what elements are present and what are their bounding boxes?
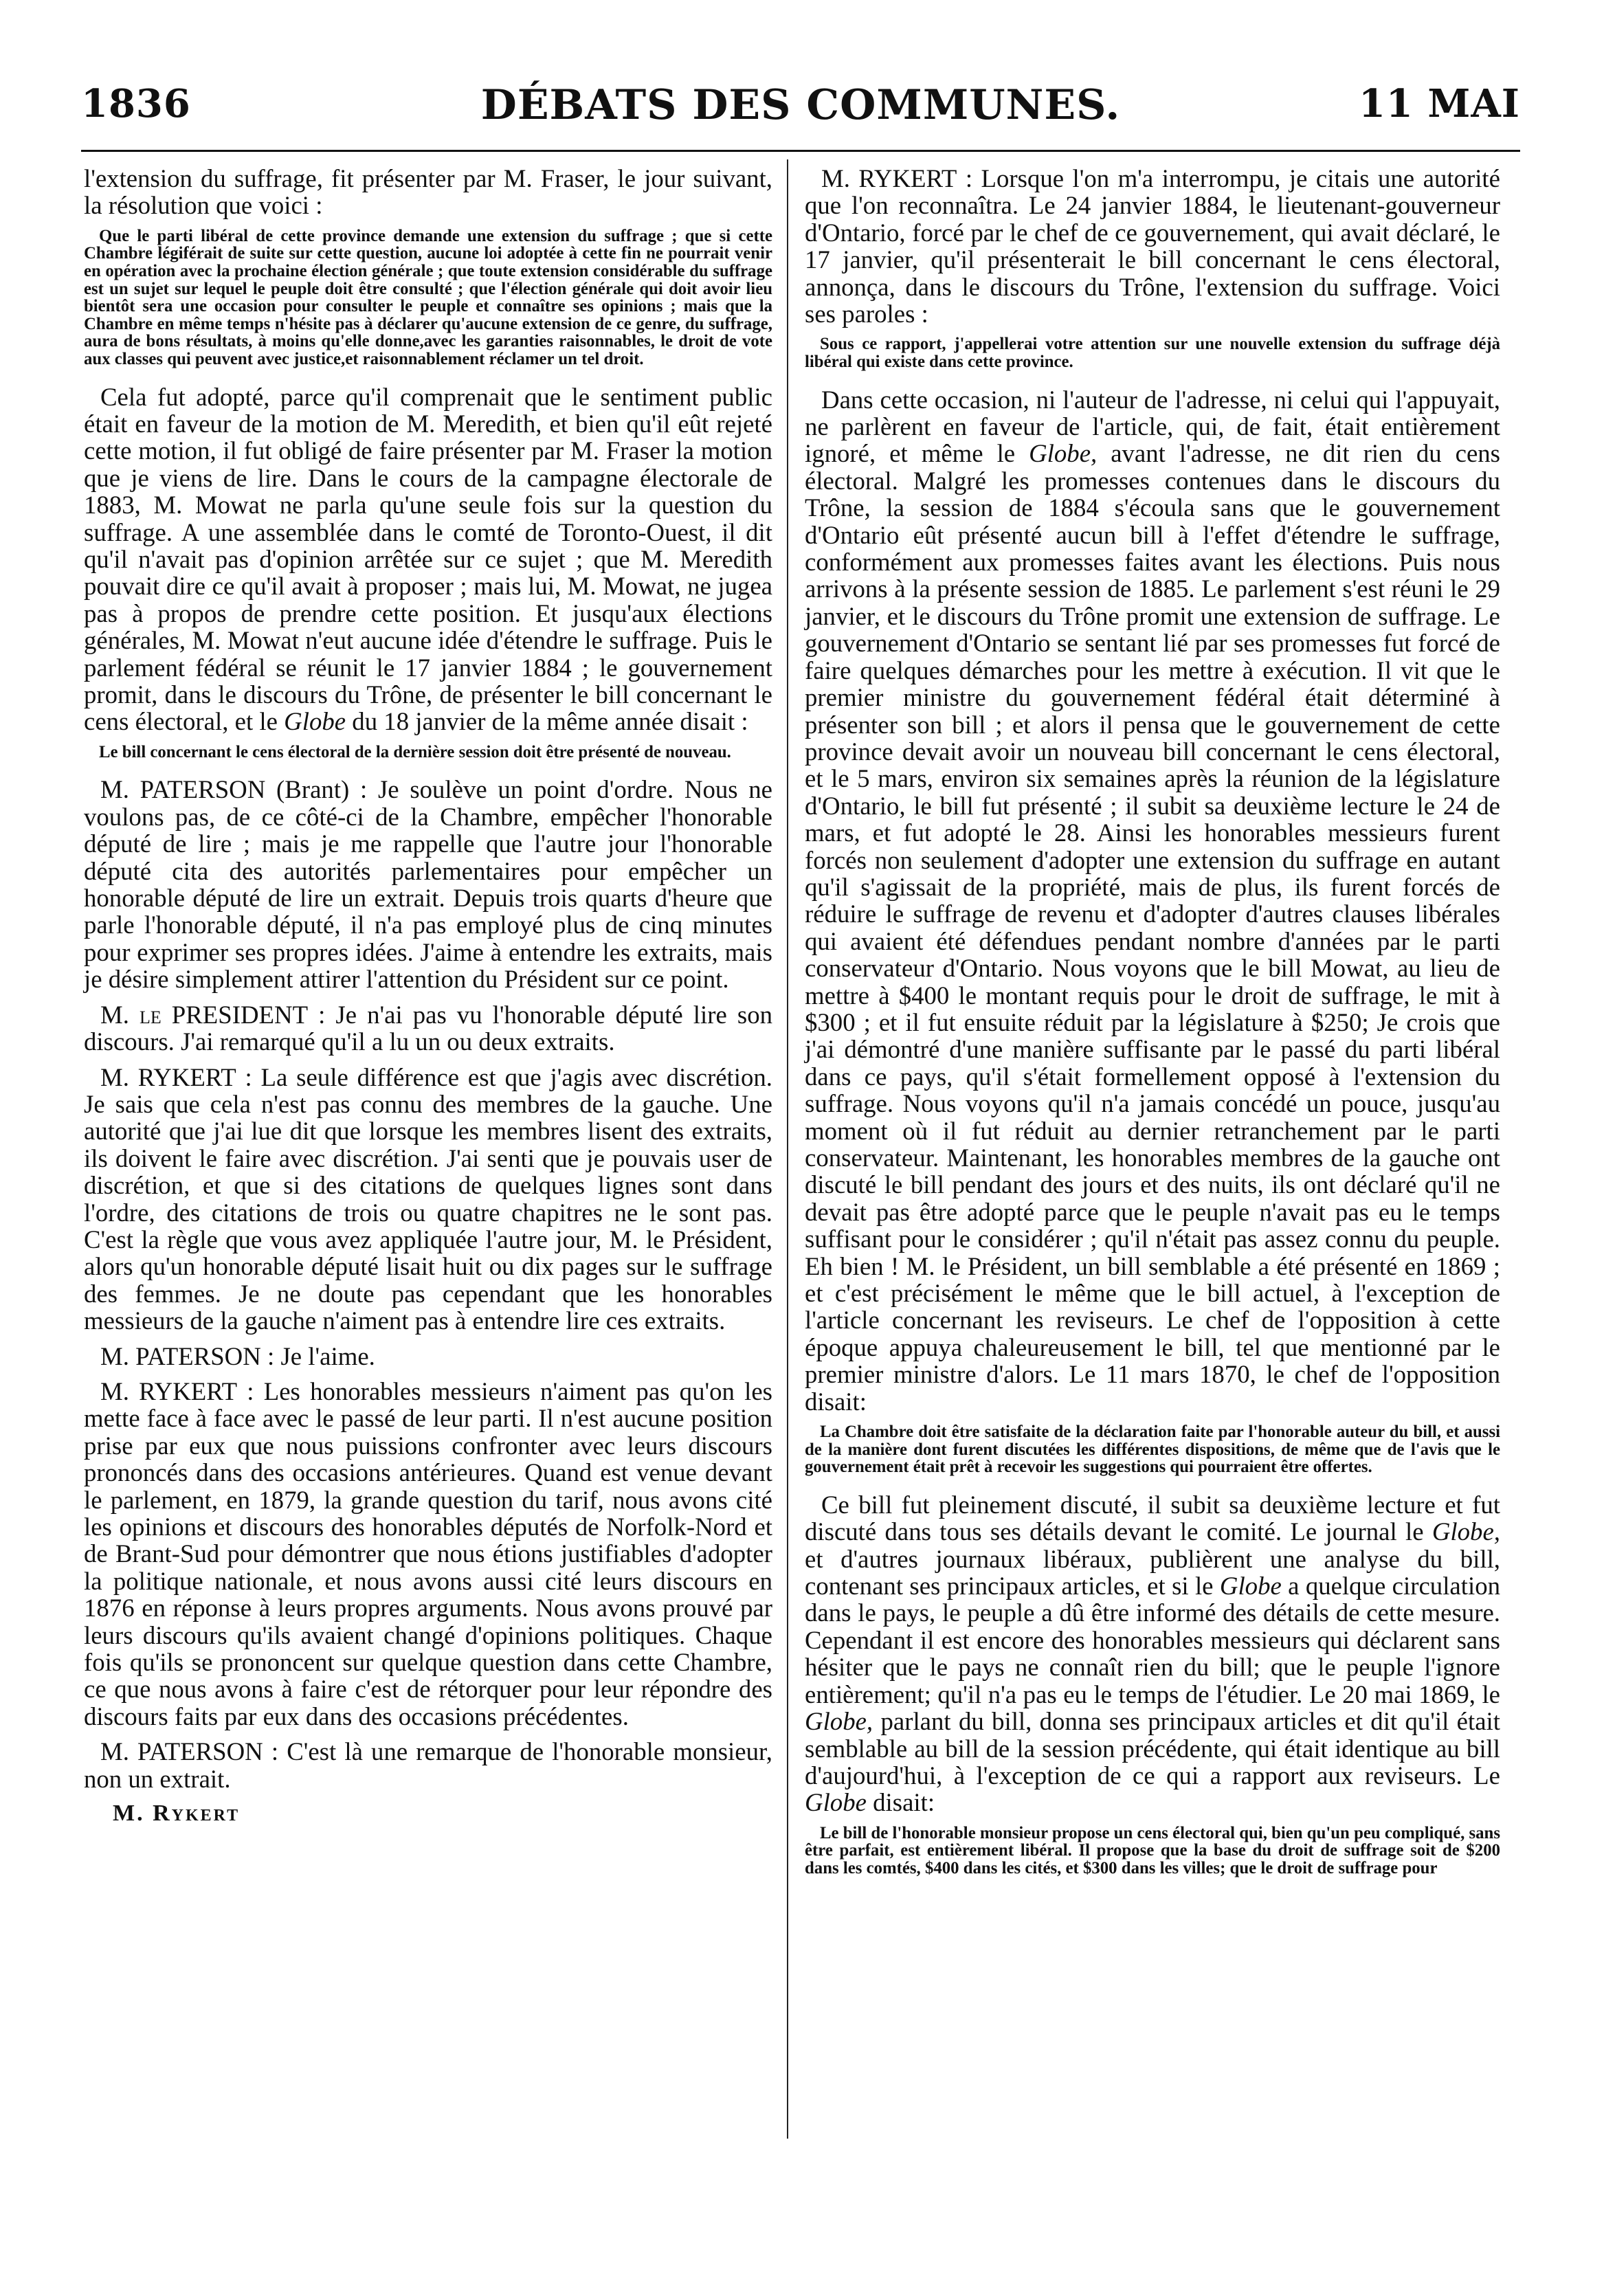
speaker-signature: M. Rykert (113, 1801, 241, 1827)
page-number: 1836 (81, 81, 191, 126)
speaker-name: M. RYKERT (100, 1377, 238, 1405)
left-column (84, 165, 772, 1827)
quotation: Que le parti libéral de cette province demande une extension du suffrage ; que si cette Chambre légiférait de suite sur cette question, aucune loi adoptée à cette fin ne pourrait venir en opération avec la prochaine élection générale ; que toute extension considérable du suffrage est un sujet sur lequel le peuple doit être consulté ; que l'élection générale qui doit avoir lieu bientôt sera une occasion pour consulter le peuple et connaître ses opinions ; mais que la Chambre en même temps n'hésite pas à déclarer qu'aucune extension de ce genre, du suffrage, aura de bons résultats, à moins qu'elle donne,avec les garanties raisonnables, le droit de vote aux classes qui peuvent avec justice,et raisonnablement réclamer un tel droit. (84, 226, 772, 368)
speech: M. RYKERT : La seule différence est que j'agis avec discrétion. Je sais que cela n'est pas connu des membres de la gauche. Une autorité que j'ai lue dit que lorsque les membres lisent des extraits, ils doivent le faire avec discrétion. J'ai senti que je pouvais user de discrétion, et que si des citations de quelques lignes sont dans l'ordre, des citations de trois ou quatre chapitres ne le sont pas. C'est la règle que vous avez appliquée l'autre jour, M. le Président, alors qu'un honorable député lisait huit ou dix pages sur le suffrage des femmes. Je ne doute pas cependant que les honorables messieurs de la gauche n'aiment pas à entendre lire ces extraits. (84, 1062, 772, 1335)
paragraph: l'extension du suffrage, fit présenter par M. Fraser, le jour suivant, la résolution que voici : (84, 164, 772, 220)
newspaper-name: Globe, (1029, 439, 1098, 468)
page-header (81, 81, 1520, 136)
speaker-name: M. RYKERT (821, 164, 957, 192)
right-column (805, 165, 1500, 1893)
quotation: Le bill de l'honorable monsieur propose un cens électoral qui, bien qu'un peu compliqué, sans être parfait, est entièrement libéral. Il propose que la base du droit de suffrage soit de $200 dans les comtés, $400 dans les cités, et $300 dans les villes; que le droit de suffrage pour (805, 1823, 1500, 1877)
newspaper-name: Globe (1219, 1572, 1282, 1601)
speech: M. RYKERT : Les honorables messieurs n'aiment pas qu'on les mette face à face avec le passé de leur parti. Il n'est aucune position prise par eux que nous puissions confronter avec leurs discours prononcés dans des occasions antérieures. Quand est venue devant le parlement, en 1879, la grande question du tarif, nous avons cité les opinions et discours des honorables députés de Norfolk-Nord et de Brant-Sud pour démontrer que nous étions justifiables d'adopter la politique nationale, et nous avons aussi cité leurs discours en 1876 en réponse à leurs propres arguments. Nous avons prouvé par leurs discours qu'ils avaient changé d'opinions politiques. Chaque fois qu'ils se prononcent sur quelque question dans cette Chambre, ce que nous avons à faire c'est de rétorquer pour leur répondre des discours faits par eux dans des occasions précédentes. (84, 1377, 772, 1730)
quotation: Sous ce rapport, j'appellerai votre attention sur une nouvelle extension du suffrage déjà libéral qui existe dans cette province. (805, 335, 1500, 372)
paragraph: Cela fut adopté, parce qu'il comprenait que le sentiment public était en faveur de la motion de M. Meredith, et bien qu'il eût rejeté cette motion, il fut obligé de faire présenter par M. Fraser la motion que je viens de lire. Dans le cours de la campagne électorale de 1883, M. Mowat ne parla qu'une seule fois sur la question du suffrage. A une assemblée dans le comté de Toronto-Ouest, il dit qu'il n'avait pas d'opinion arrêtée sur ce sujet ; que M. Meredith pouvait dire ce qu'il avait à proposer ; mais lui, M. Mowat, ne jugea pas à propos de prendre cette position. Et jusqu'aux élections générales, M. Mowat n'eut aucune idée d'étendre le suffrage. Puis le parlement fédéral se réunit le 17 janvier 1884 ; le gouvernement promit, dans le discours du Trône, de présenter le bill concernant le cens électoral, et le Globe du 18 janvier de la même année disait : (84, 382, 772, 736)
speech: M. PATERSON : C'est là une remarque de l'honorable monsieur, non un extrait. (84, 1737, 772, 1793)
quotation: Le bill concernant le cens électoral de la dernière session doit être présenté de nouveau. (99, 742, 731, 761)
quotation: La Chambre doit être satisfaite de la déclaration faite par l'honorable auteur du bill, et aussi de la manière dont furent discutées les différentes dispositions, de même que de l'avis que le gouvernement était prêt à recevoir les suggestions qui pourraient être offertes. (805, 1423, 1500, 1477)
page-date: 11 MAI (1358, 81, 1520, 126)
speech: M. le PRESIDENT : Je n'ai pas vu l'honorable député lire son discours. J'ai remarqué qu'il a lu un ou deux extraits. (84, 1000, 772, 1056)
newspaper-name: Globe (284, 707, 346, 736)
newspaper-name: Globe (805, 1788, 867, 1817)
newspaper-name: Globe, (805, 1707, 873, 1736)
newspaper-name: Globe, (1432, 1517, 1500, 1546)
speaker-name: M. PATERSON (100, 775, 266, 804)
speaker-name: M. PATERSON (100, 1341, 261, 1370)
speaker-name: M. PATERSON (100, 1737, 263, 1766)
header-rule (81, 150, 1520, 152)
speaker-name: M. RYKERT (100, 1062, 236, 1091)
speech: M. PATERSON (Brant) : Je soulève un point d'ordre. Nous ne voulons pas, de ce côté-ci de la Chambre, empêcher l'honorable député de lire ; mais je me rappelle que l'autre jour l'honorable député cita des autorités parlementaires pour empêcher un honorable député de lire un extrait. Depuis trois quarts d'heure que parle l'honorable député, il n'a pas employé plus de cinq minutes pour exprimer ses propres idées. J'aime à entendre les extraits, mais je désire simplement attirer l'attention du Président sur ce point. (84, 775, 773, 994)
speech: M. PATERSON : Je l'aime. (100, 1341, 375, 1370)
column-divider (787, 159, 788, 2139)
paragraph: Ce bill fut pleinement discuté, il subit sa deuxième lecture et fut discuté dans tous ses détails devant le comité. Le journal le Globe, et d'autres journaux libéraux, publièrent une analyse du bill, contenant ses principaux articles, et si le Globe a quelque circulation dans le pays, le peuple a dû être informé des détails de cette mesure. Cependant il est encore des honorables messieurs qui déclarent sans hésiter que le pays ne connaît rien du bill; que le peuple l'ignore entièrement; qu'il n'a pas eu le temps de l'étudier. Le 20 mai 1869, le Globe, parlant du bill, donna ses principaux articles et dit qu'il était semblable au bill de la session précédente, qui était identique au bill d'aujourd'hui, à l'exception de ce qui a rapport aux reviseurs. Le Globe disait: (805, 1490, 1500, 1817)
paragraph: Dans cette occasion, ni l'auteur de l'adresse, ni celui qui l'appuyait, ne parlèrent en faveur de l'article, qui, de fait, était entièrement ignoré, et même le Globe, avant l'adresse, ne dit rien du cens électoral. Malgré les promesses contenues dans le discours du Trône, la session de 1884 s'écoula sans que le gouvernement d'Ontario eût présenté aucun bill à l'effet d'étendre le suffrage, conformément aux promesses faites avant les élections. Puis nous arrivons à la présente session de 1885. Le parlement s'est réuni le 29 janvier, et le discours du Trône promit une extension de suffrage. Le gouvernement d'Ontario se sentant lié par ses promesses fut forcé de faire quelques démarches pour les mettre à exécution. Il vit que le premier ministre du gouvernement fédéral était déterminé à présenter son bill ; et alors il pensa que le gouvernement de cette province devait avoir un nouveau bill concernant le cens électoral, et le 5 mars, environ six semaines après la réunion de la législature d'Ontario, le bill fut présenté ; il subit sa deuxième lecture le 24 de mars, et fut adopté le 28. Ainsi les honorables messieurs furent forcés non seulement d'adopter une extension du suffrage en autant qu'il s'agissait de la propriété, mais de plus, ils furent forcés de réduire le suffrage de revenu et d'adopter d'autres clauses libérales qui avaient été défendues pendant nombre d'années par le parti conservateur d'Ontario. Nous voyons que le bill Mowat, au lieu de mettre à $400 le montant requis pour le droit de suffrage, le mit à $300 ; et il fut ensuite réduit par la législature à $250; Je crois que j'ai démontré d'une manière suffisante par le passé du parti libéral dans ce pays, qu'il s'était formellement opposé à l'extension du suffrage. Nous voyons qu'il n'a jamais concédé un pouce, jusqu'au moment où il fut réduit au dernier retranchement par le parti conservateur. Maintenant, les honorables membres de la gauche ont discuté le bill pendant des jours et des nuits, ils ont déclaré qu'il ne devait pas être adopté parce que le peuple n'avait pas eu le temps suffisant pour le considérer ; qu'il n'était pas assez connu du peuple. Eh bien ! M. le Président, un bill semblable a été présenté en 1869 ; et c'est précisément le même que le bill actuel, à l'exception de l'article concernant les reviseurs. Le chef de l'opposition à cette époque appuya chaleureusement le bill, tel que mentionné par le premier ministre d'alors. Le 11 mars 1870, le chef de l'opposition disait: (805, 385, 1500, 1416)
speaker-name: M. le PRESIDENT (100, 1000, 309, 1029)
publication-title: DÉBATS DES COMMUNES. (480, 81, 1121, 129)
speech: M. RYKERT : Lorsque l'on m'a interrompu, je citais une autorité que l'on reconnaîtra. Le 24 janvier 1884, le lieutenant-gouverneur d'Ontario, forcé par le chef de ce gouvernement, qui avait déclaré, le 17 janvier, qu'il présenterait le bill concernant le cens électoral, annonça, dans le discours du Trône, l'extension du suffrage. Voici ses paroles : (805, 164, 1500, 328)
